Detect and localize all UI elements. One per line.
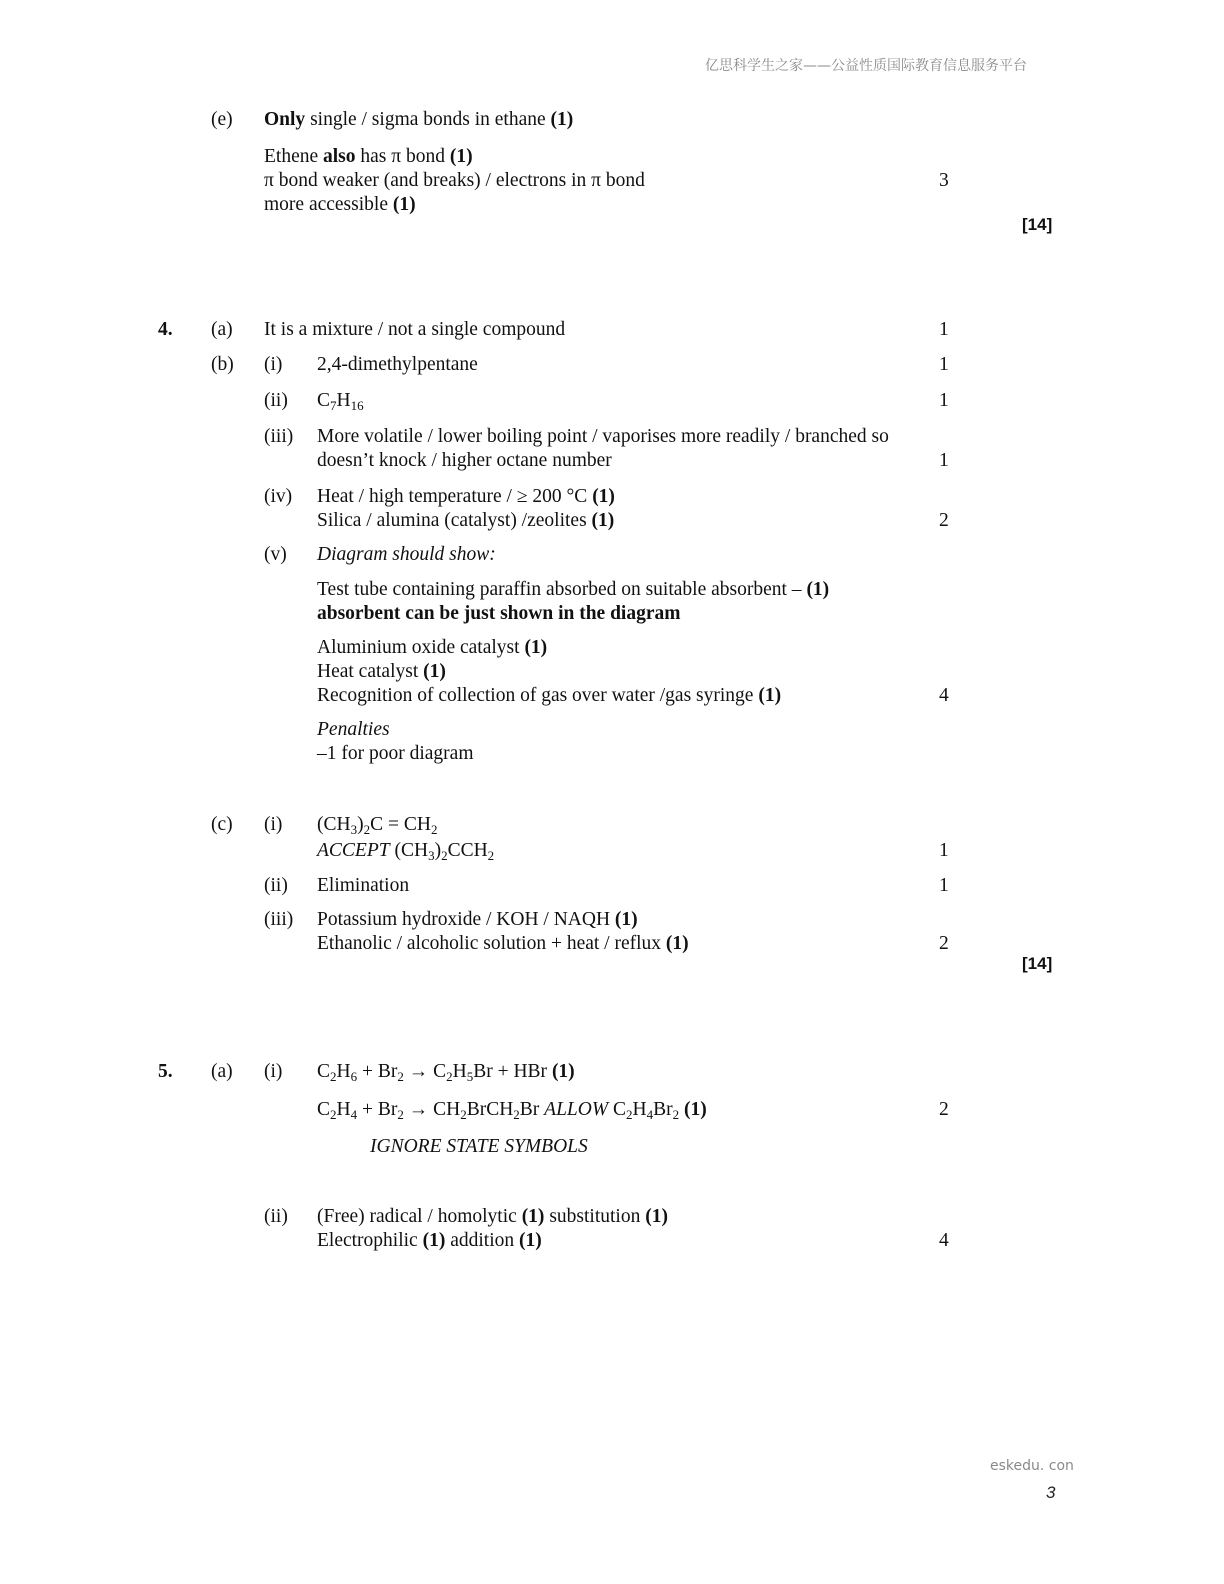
q5ai-marks: 2 xyxy=(939,1099,949,1120)
header-site-name: 亿思科学生之家——公益性质国际教育信息服务平台 xyxy=(705,58,1027,74)
q4bv-intro: Diagram should show: xyxy=(317,544,496,565)
q4biii-label: (iii) xyxy=(264,426,294,447)
q5aii-line2: Electrophilic (1) addition (1) xyxy=(317,1230,542,1251)
q4bii-marks: 1 xyxy=(939,390,949,411)
q5aii-line1: (Free) radical / homolytic (1) substitution (1) xyxy=(317,1206,668,1227)
q4a-label: (a) xyxy=(211,319,233,340)
q4ciii-line2: Ethanolic / alcoholic solution + heat / reflux (1) xyxy=(317,933,689,954)
q4biii-line2: doesn’t knock / higher octane number xyxy=(317,450,612,471)
q4cii-text: Elimination xyxy=(317,875,410,896)
q4bv-point2: Aluminium oxide catalyst (1) xyxy=(317,637,548,658)
q4biii-marks: 1 xyxy=(939,450,949,471)
q4ciii-marks: 2 xyxy=(939,933,949,954)
q5ai-note: IGNORE STATE SYMBOLS xyxy=(370,1136,588,1157)
page-number: 3 xyxy=(1046,1483,1056,1502)
q4bv-point4: Recognition of collection of gas over water /gas syringe (1) xyxy=(317,685,782,706)
q4ci-label: (i) xyxy=(264,814,283,835)
q4b-label: (b) xyxy=(211,354,234,375)
q4bv-penalties-heading: Penalties xyxy=(317,719,390,740)
q4bi-text: 2,4-dimethylpentane xyxy=(317,354,478,375)
q4ciii-label: (iii) xyxy=(264,909,294,930)
q4cii-marks: 1 xyxy=(939,875,949,896)
q3e-label: (e) xyxy=(211,109,233,130)
q4-total: [14] xyxy=(1022,954,1053,973)
q5ai-equation2: $C_2H_4 + Br_2$ → $CH_2BrCH_2Br$ ALLOW $C_2H_4Br_2$ (1) xyxy=(317,1099,707,1122)
q4bv-point3: Heat catalyst (1) xyxy=(317,661,446,682)
q4-number: 4. xyxy=(158,319,173,340)
q4biv-line1: Heat / high temperature / ≥ 200 °C (1) xyxy=(317,486,615,507)
q3e-line2: Ethene also has π bond (1) xyxy=(264,146,473,167)
q4biv-line2: Silica / alumina (catalyst) /zeolites (1) xyxy=(317,510,615,531)
q4bv-point1: Test tube containing paraffin absorbed on suitable absorbent – (1) xyxy=(317,579,830,600)
footer-site: eskedu. con xyxy=(990,1458,1074,1474)
q4bi-label: (i) xyxy=(264,354,283,375)
q4ci-formula: $(CH_3)_2C = CH_2$ xyxy=(317,814,438,837)
q4bii-formula: $C_7H_{16}$ xyxy=(317,390,364,413)
q4a-text: It is a mixture / not a single compound xyxy=(264,319,566,340)
q4ciii-line1: Potassium hydroxide / KOH / NAQH (1) xyxy=(317,909,638,930)
q4biv-marks: 2 xyxy=(939,510,949,531)
q4bii-label: (ii) xyxy=(264,390,288,411)
q4ci-accept: ACCEPT $(CH_3)_2CCH_2$ xyxy=(317,840,495,863)
q4ci-marks: 1 xyxy=(939,840,949,861)
q4bv-penalty: –1 for poor diagram xyxy=(317,743,474,764)
q4c-label: (c) xyxy=(211,814,233,835)
q3e-line3: π bond weaker (and breaks) / electrons in π bond xyxy=(264,170,645,191)
q4biv-label: (iv) xyxy=(264,486,293,507)
q3-total: [14] xyxy=(1022,215,1053,234)
q5-number: 5. xyxy=(158,1061,173,1082)
q4bv-label: (v) xyxy=(264,544,287,565)
q5aii-label: (ii) xyxy=(264,1206,288,1227)
q5aii-marks: 4 xyxy=(939,1230,949,1251)
q5a-label: (a) xyxy=(211,1061,233,1082)
q5ai-equation1: $C_2H_6 + Br_2 \to C_2H_5Br$ + HBr (1) xyxy=(317,1061,575,1084)
q5ai-label: (i) xyxy=(264,1061,283,1082)
q4a-marks: 1 xyxy=(939,319,949,340)
q4bv-point1-note: absorbent can be just shown in the diagram xyxy=(317,603,681,624)
q4cii-label: (ii) xyxy=(264,875,288,896)
q3e-marks: 3 xyxy=(939,170,949,191)
q3e-line1: Only single / sigma bonds in ethane (1) xyxy=(264,109,574,130)
q4bi-marks: 1 xyxy=(939,354,949,375)
q4biii-line1: More volatile / lower boiling point / vaporises more readily / branched so xyxy=(317,426,889,447)
q4bv-marks: 4 xyxy=(939,685,949,706)
q3e-line4: more accessible (1) xyxy=(264,194,416,215)
